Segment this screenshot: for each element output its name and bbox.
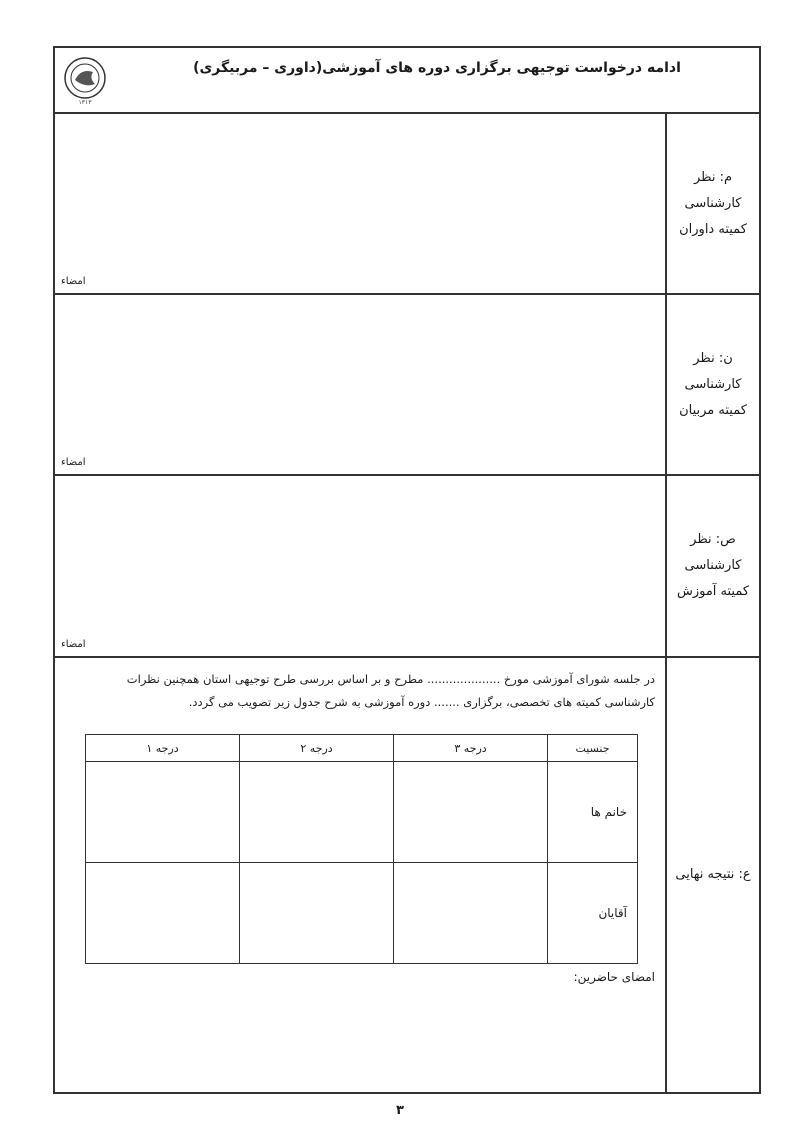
grade-1-cell[interactable] xyxy=(86,762,240,863)
referees-opinion-field[interactable] xyxy=(55,114,665,293)
referees-committee-label xyxy=(665,114,759,293)
column-header-gender: جنسیت xyxy=(548,735,638,762)
final-result-label: ع: نتیجه نهایی xyxy=(665,658,759,1092)
page-title: ادامه درخواست توجیهی برگزاری دوره های آموزشی(داوری – مربیگری) xyxy=(193,60,681,76)
label-line: کمیته داوران xyxy=(679,221,747,237)
final-result-body xyxy=(55,658,665,1092)
table-header-row xyxy=(86,735,638,762)
label-line: کارشناسی xyxy=(684,195,742,211)
form-frame xyxy=(53,46,761,1094)
gender-cell: خانم ها xyxy=(548,762,638,863)
result-text-line: کارشناسی کمیته های تخصصی، برگزاری ....... دوره آموزشی به شرح جدول زیر تصویب می گردد. xyxy=(188,695,655,709)
signature-label: امضاء xyxy=(61,457,86,468)
table-row xyxy=(86,762,638,863)
grade-2-cell[interactable] xyxy=(240,762,394,863)
result-text-line: در جلسه شورای آموزشی مورخ .................... مطرح و بر اساس بررسی طرح توجیهی استان همچنین نظرات xyxy=(126,672,655,686)
label-line: کارشناسی xyxy=(684,558,742,573)
education-opinion-field[interactable] xyxy=(55,476,665,656)
gender-cell: آقایان xyxy=(548,863,638,964)
final-result-section xyxy=(55,658,759,1092)
signature-label: امضاء xyxy=(61,276,86,287)
column-header-grade-2: درجه ۲ xyxy=(240,735,394,762)
grades-table xyxy=(85,734,638,964)
signature-label: امضاء xyxy=(61,639,86,650)
coaches-committee-label xyxy=(665,295,759,474)
education-committee-section xyxy=(55,476,759,658)
label-line: کمیته مربیان xyxy=(679,402,747,418)
label-line: ن: نظر xyxy=(693,350,733,366)
grade-3-cell[interactable] xyxy=(394,762,548,863)
label-line: ص: نظر xyxy=(690,532,736,547)
grade-2-cell[interactable] xyxy=(240,863,394,964)
label-line: م: نظر xyxy=(693,169,733,185)
label-line: کارشناسی xyxy=(684,376,742,392)
attendees-signature-label: امضای حاضرین: xyxy=(573,970,655,984)
column-header-grade-3: درجه ۳ xyxy=(394,735,548,762)
logo-year: ۱۳۱۳ xyxy=(78,99,92,106)
form-header xyxy=(55,48,759,114)
coaches-opinion-field[interactable] xyxy=(55,295,665,474)
grade-3-cell[interactable] xyxy=(394,863,548,964)
education-committee-label xyxy=(665,476,759,656)
grade-1-cell[interactable] xyxy=(86,863,240,964)
result-paragraph xyxy=(63,668,655,714)
coaches-committee-section xyxy=(55,295,759,476)
federation-logo-icon xyxy=(59,54,111,106)
label-line: کمیته آموزش xyxy=(676,584,750,599)
page-number: ۳ xyxy=(396,1103,404,1118)
column-header-grade-1: درجه ۱ xyxy=(86,735,240,762)
referees-committee-section xyxy=(55,114,759,295)
table-row xyxy=(86,863,638,964)
